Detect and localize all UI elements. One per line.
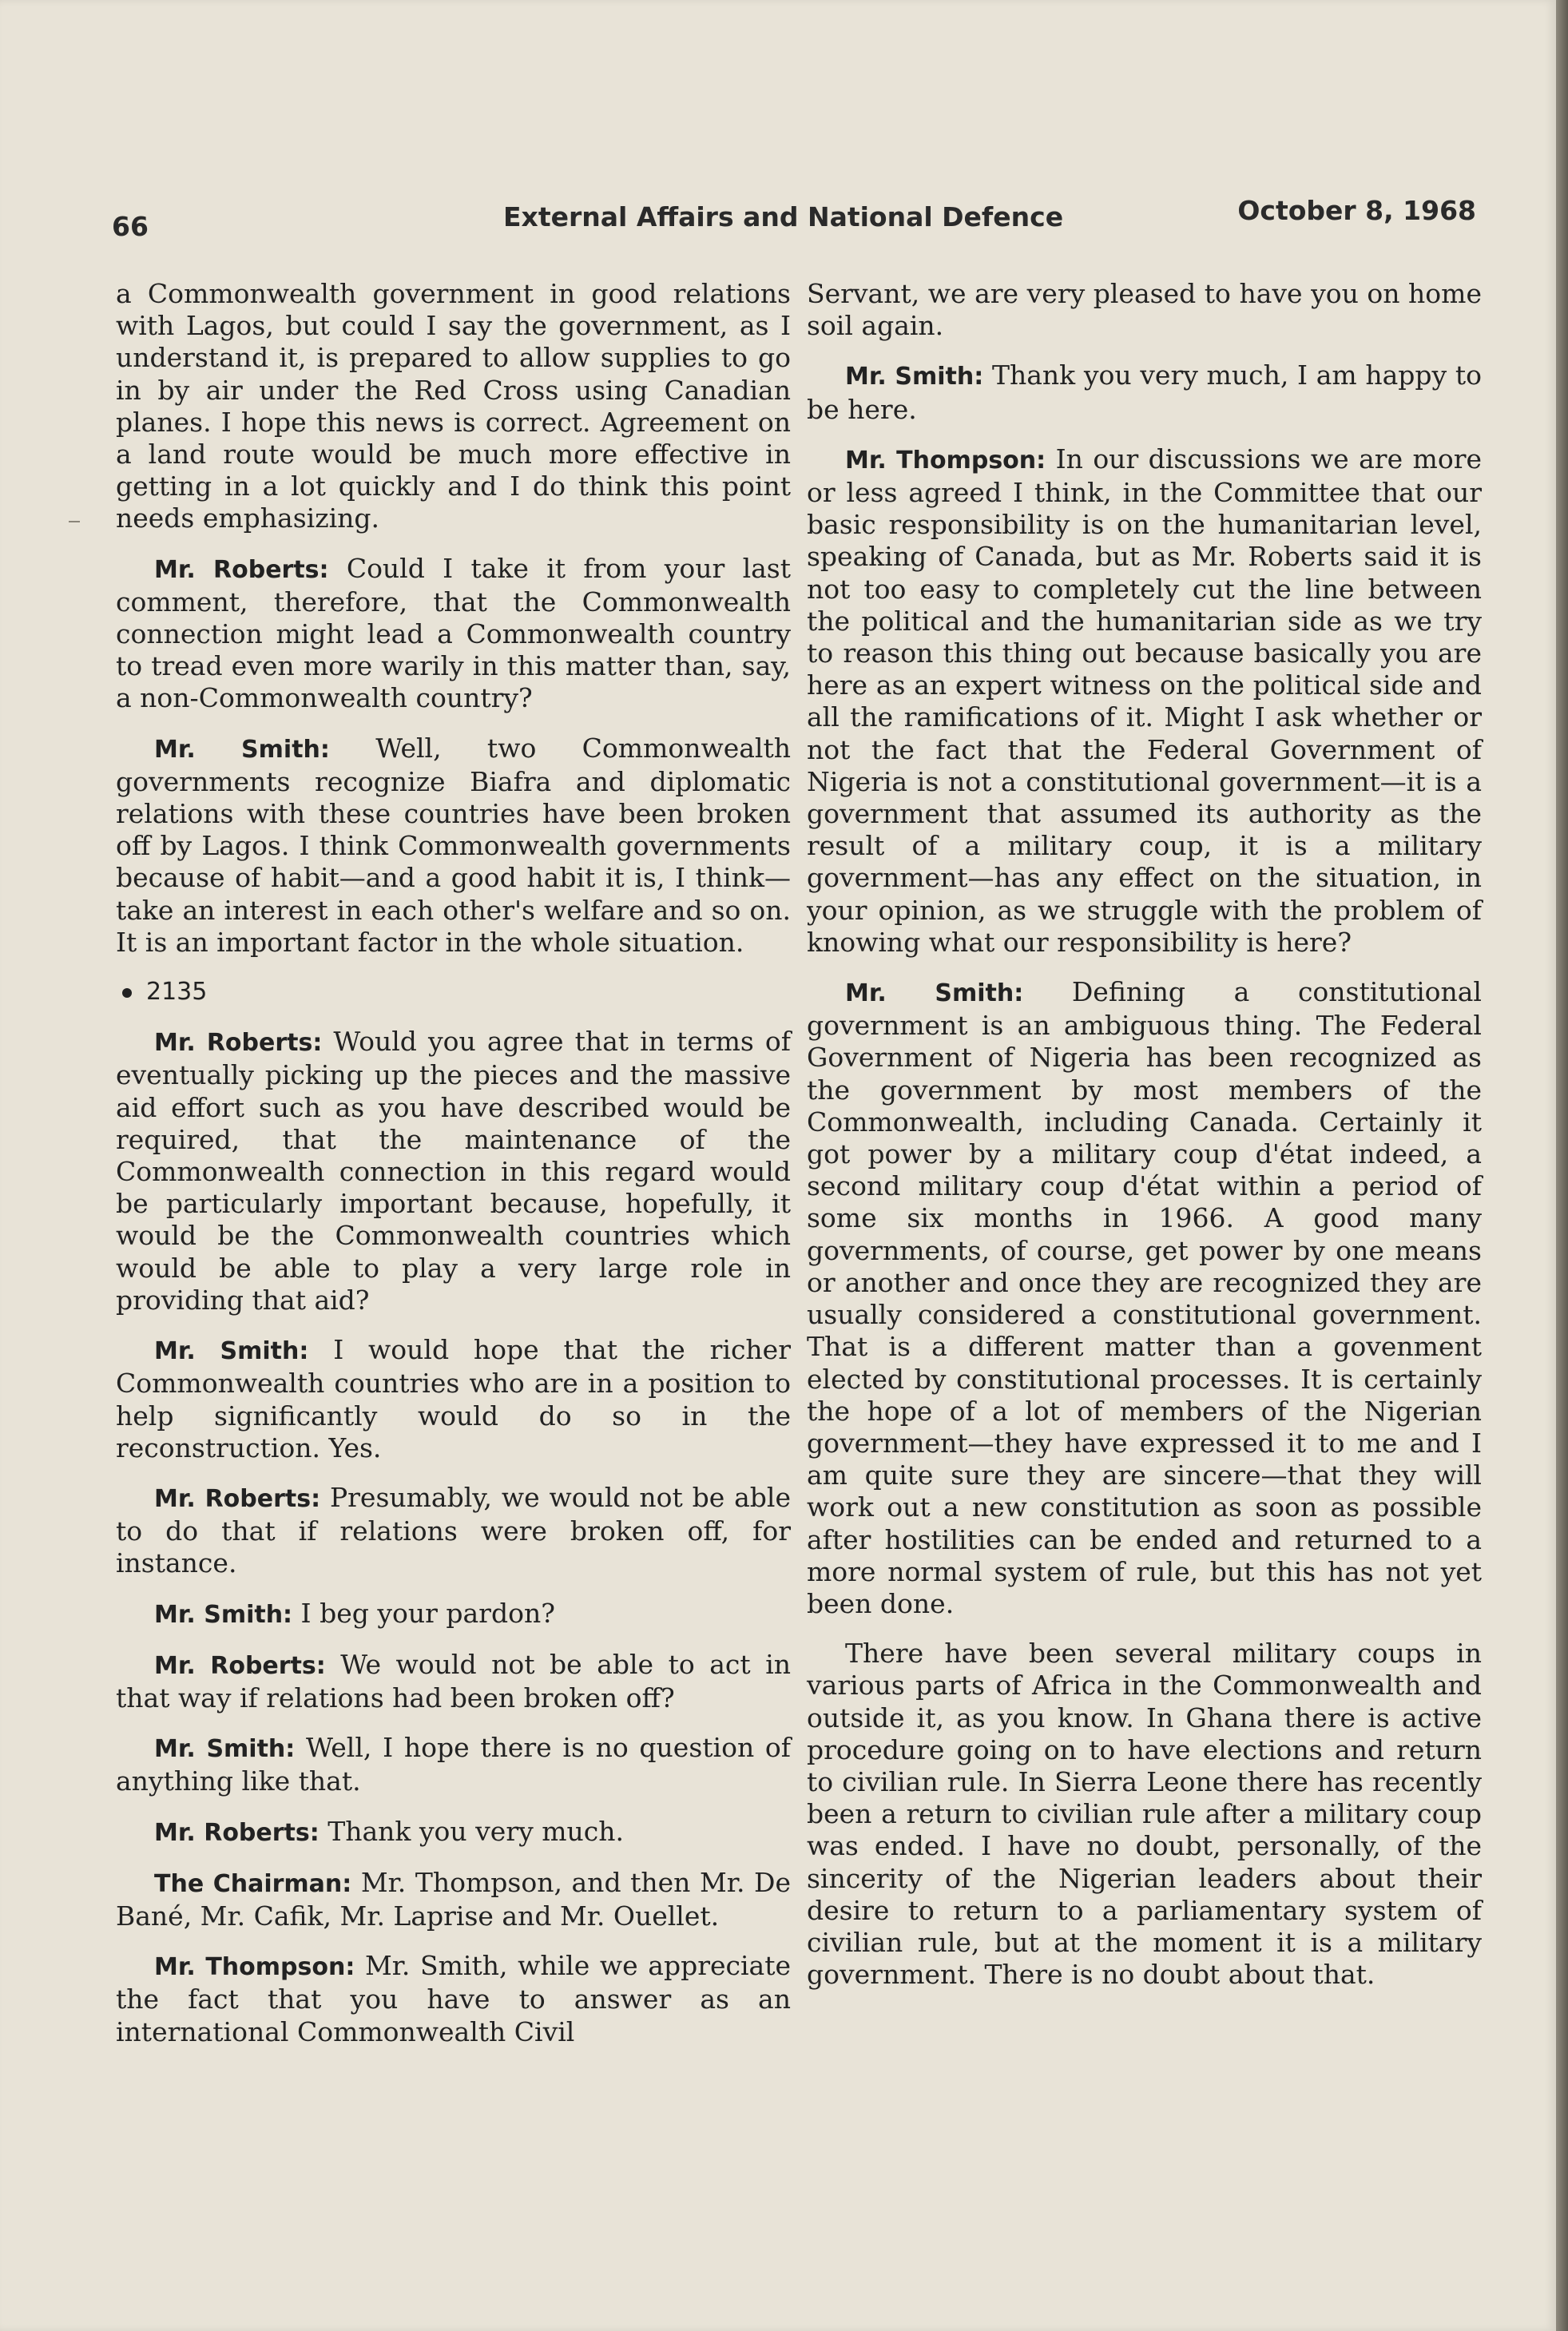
- paragraph: Mr. Smith: I would hope that the richer Commonwealth countries who are in a position to help significantly would do so in the reconstruction. Yes.: [116, 1334, 791, 1463]
- speaker-name: Mr. Smith:: [845, 979, 1024, 1008]
- speaker-name: The Chairman:: [154, 1869, 352, 1898]
- speaker-name: Mr. Roberts:: [154, 1651, 326, 1680]
- speaker-name: Mr. Smith:: [154, 735, 330, 764]
- paragraph: Mr. Smith: Well, I hope there is no question of anything like that.: [116, 1732, 792, 1797]
- page-number: 66: [112, 211, 149, 242]
- speaker-name: Mr. Thompson:: [154, 1953, 355, 1982]
- margin-mark: [69, 521, 80, 522]
- paragraph: Mr. Roberts: Would you agree that in terms of eventually picking up the pieces and the massive aid effort such as you have described would be required, that the maintenance of the Commonwealth connection in this regard would be particularly important because, hopefully, it would be the Commonwealth countries which would be able to play a very large role in providing that aid?: [116, 1026, 792, 1316]
- paragraph: Mr. Smith: Well, two Commonwealth governments recognize Biafra and diplomatic relations with these countries have been broken off by Lagos. I think Commonwealth governments because of habit—and a good habit it is, I think—take an interest in each other's welfare and so on. It is an important factor in the whole situation.: [116, 732, 791, 958]
- paragraph: a Commonwealth government in good relations with Lagos, but could I say the government, as I understand it, is prepared to allow supplies to go in by air under the Red Cross using Canadian planes. I hope this news is correct. Agreement on a land route would be much more effective in getting in a lot quickly and I do think this point needs emphasizing.: [116, 278, 791, 534]
- speaker-name: Mr. Smith:: [154, 1337, 309, 1366]
- paragraph: Mr. Thompson: Mr. Smith, while we appreciate the fact that you have to answer as an international Commonwealth Civil: [116, 1950, 791, 2047]
- paragraph: Servant, we are very pleased to have you on home soil again.: [807, 278, 1482, 342]
- paragraph: Mr. Roberts: Could I take it from your last comment, therefore, that the Commonwealth connection might lead a Commonwealth country to tread even more warily in this matter than, say, a non-Commonwealth country?: [116, 552, 791, 714]
- paragraph: Mr. Roberts: Presumably, we would not be able to do that if relations were broken off, for instance.: [116, 1481, 791, 1579]
- paragraph: There have been several military coups in various parts of Africa in the Commonwealth and outside it, as you know. In Ghana there is active procedure going on to have elections and return to civilian rule. In Sierra Leone there has recently been a return to civilian rule after a military coup was ended. I have no doubt, personally, of the sincerity of the Nigerian leaders about their desire to return to a parliamentary system of civilian rule, but at the moment it is a military government. There is no doubt about that.: [807, 1638, 1482, 1991]
- header-date: October 8, 1968: [1237, 195, 1476, 226]
- bullet-icon: [122, 988, 132, 998]
- speaker-name: Mr. Thompson:: [845, 446, 1046, 475]
- paragraph: The Chairman: Mr. Thompson, and then Mr. De Bané, Mr. Cafik, Mr. Laprise and Mr. Ouellet.: [116, 1866, 792, 1932]
- paragraph: Mr. Roberts: Thank you very much.: [154, 1815, 625, 1847]
- paragraph: Mr. Smith: Defining a constitutional government is an ambiguous thing. The Federal Government of Nigeria has been recognized as the government by most members of the Commonwealth, including Canada. Certainly it got power by a military coup d'état indeed, a second military coup d'état within a period of some six months in 1966. A good many governments, of course, get power by one means or another and once they are recognized they are usually considered a constitutional government. That is a different matter than a govenment elected by constitutional processes. It is certainly the hope of a lot of members of the Nigerian government—they have expressed it to me and I am quite sure they are sincere—that they will work out a new constitution as soon as possible after hostilities can be ended and returned to a more normal system of rule, but this has not yet been done.: [807, 976, 1482, 1619]
- speaker-name: Mr. Roberts:: [154, 1484, 321, 1513]
- speaker-name: Mr. Roberts:: [154, 555, 329, 584]
- paragraph: Mr. Roberts: We would not be able to act in that way if relations had been broken off?: [116, 1648, 791, 1714]
- running-title: External Affairs and National Defence: [503, 201, 1064, 232]
- running-header: [112, 195, 1476, 242]
- speaker-name: Mr. Smith:: [154, 1600, 293, 1629]
- paragraph: Mr. Smith: I beg your pardon?: [154, 1597, 555, 1629]
- speaker-name: Mr. Roberts:: [154, 1029, 323, 1058]
- paragraph: Mr. Thompson: In our discussions we are more or less agreed I think, in the Committee that our basic responsibility is on the humanitarian level, speaking of Canada, but as Mr. Roberts said it is not too easy to completely cut the line between the political and the humanitarian side as we try to reason this thing out because basically you are here as an expert witness on the political side and all the ramifications of it. Might I ask whether or not the fact that the Federal Government of Nigeria is not a constitutional government—it is a government that assumed its authority as the result of a military coup, it is a military government—has any effect on the situation, in your opinion, as we struggle with the problem of knowing what our responsibility is here?: [807, 443, 1483, 958]
- right-column: [807, 278, 1482, 2008]
- speaker-name: Mr. Roberts:: [154, 1818, 320, 1847]
- speaker-name: Mr. Smith:: [154, 1735, 296, 1764]
- speaker-name: Mr. Smith:: [845, 363, 984, 391]
- left-column: [116, 278, 791, 2066]
- paragraph: Mr. Smith: Thank you very much, I am happy to be here.: [807, 359, 1483, 425]
- page-edge: [1556, 0, 1568, 2331]
- time-marker: 2135: [122, 976, 791, 1008]
